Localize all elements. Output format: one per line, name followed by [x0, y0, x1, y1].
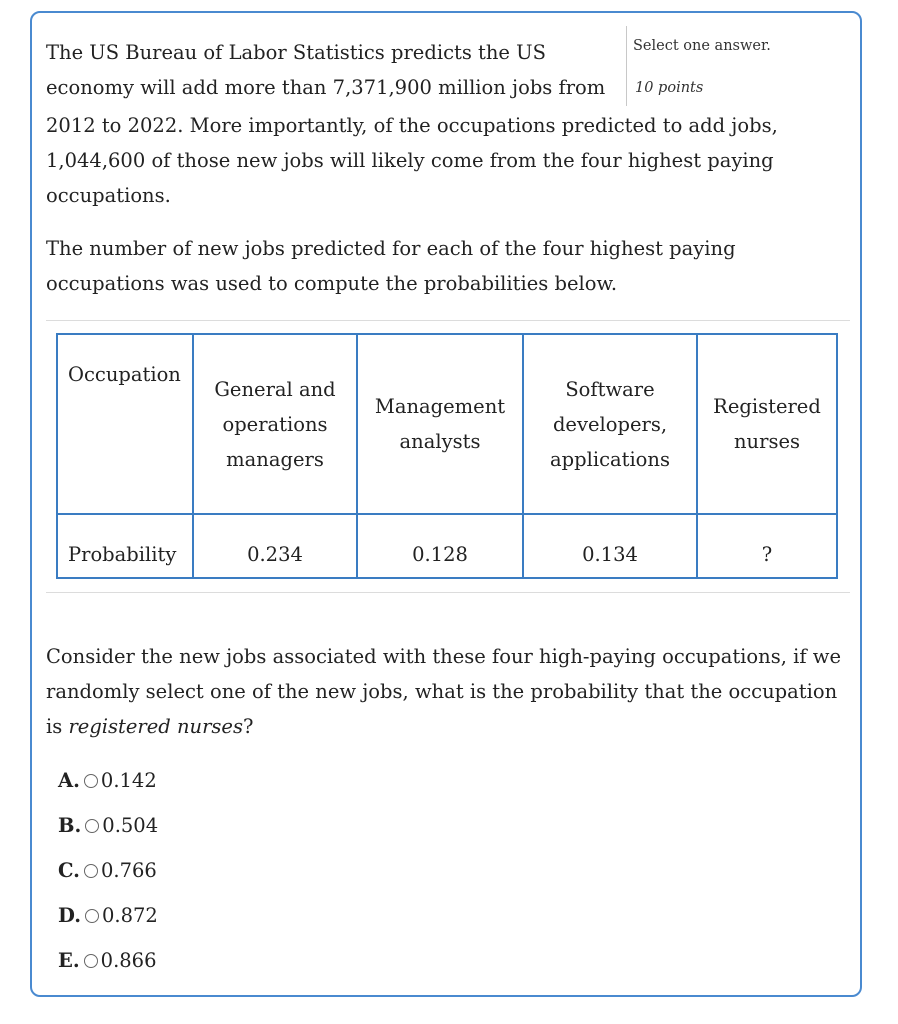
table-cell: ?	[697, 514, 837, 578]
question-text-end: ?	[242, 715, 254, 738]
table-row-label: Probability	[57, 514, 193, 578]
divider-bottom	[46, 592, 850, 593]
table-header-cell: Management analysts	[357, 334, 523, 514]
answer-option-d[interactable]	[58, 893, 158, 938]
intro-line-2: economy will add more than 7,371,900 million jobs from	[46, 76, 606, 99]
probability-intro-paragraph: The number of new jobs predicted for each of the four highest paying occupations was used to compute the probabilities below.	[46, 237, 736, 295]
option-letter: C.	[58, 859, 80, 882]
answer-options	[58, 758, 158, 983]
question-text	[46, 639, 856, 744]
table-row	[57, 514, 837, 578]
answer-option-b[interactable]	[58, 803, 158, 848]
table-cell: 0.128	[357, 514, 523, 578]
radio-button[interactable]	[84, 864, 98, 878]
question-emphasis: registered nurses	[68, 715, 243, 738]
option-value: 0.142	[100, 769, 157, 792]
option-value: 0.872	[102, 904, 158, 927]
option-letter: B.	[58, 814, 82, 837]
table-header-cell: General and operations managers	[193, 334, 357, 514]
table-header-cell: Software developers, applications	[523, 334, 697, 514]
answer-option-e[interactable]	[58, 938, 158, 983]
option-letter: D.	[58, 904, 82, 927]
points-value: 10 points	[635, 80, 704, 96]
answer-option-a[interactable]	[58, 758, 158, 803]
radio-button[interactable]	[85, 819, 99, 833]
table-cell: 0.234	[193, 514, 357, 578]
radio-button[interactable]	[84, 774, 98, 788]
answer-option-c[interactable]	[58, 848, 158, 893]
intro-paragraph-rest: 2012 to 2022. More importantly, of the occupations predicted to add jobs, 1,044,600 of those new jobs will likely come from the four highest paying occupations.	[46, 114, 778, 207]
option-letter: A.	[58, 769, 80, 792]
radio-button[interactable]	[84, 954, 98, 968]
option-value: 0.866	[100, 949, 157, 972]
select-instruction: Select one answer.	[633, 38, 771, 54]
radio-button[interactable]	[85, 909, 99, 923]
table-header-row	[57, 334, 837, 514]
option-value: 0.504	[102, 814, 159, 837]
question-sidebar	[626, 26, 827, 106]
table-header-label: Occupation	[57, 334, 193, 514]
option-value: 0.766	[100, 859, 157, 882]
table-header-cell: Registered nurses	[697, 334, 837, 514]
table-cell: 0.134	[523, 514, 697, 578]
question-text-main: Consider the new jobs associated with these four high-paying occupations, if we randomly select one of the new jobs, what is the probability that the occupation is	[46, 645, 841, 738]
probability-table	[56, 333, 838, 579]
option-letter: E.	[58, 949, 80, 972]
divider-top	[46, 320, 850, 321]
intro-line-1: The US Bureau of Labor Statistics predicts the US	[46, 41, 546, 64]
